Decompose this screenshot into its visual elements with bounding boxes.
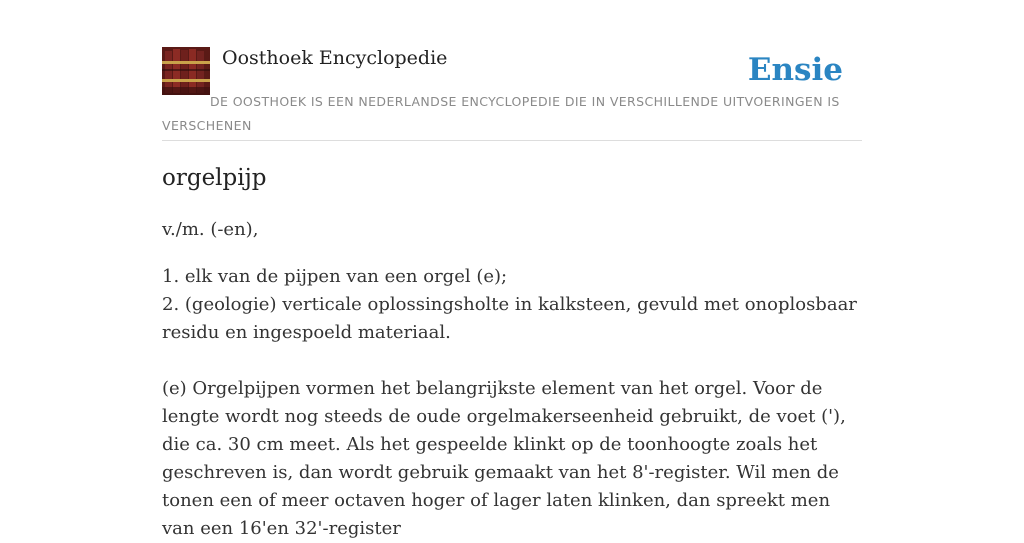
page [162,0,862,539]
definition-list [162,263,862,347]
avatar[interactable] [162,47,210,95]
entry-grammar: v./m. (-en), [162,219,259,240]
site-header [162,0,862,141]
definition-item: 1. elk van de pijpen van een orgel (e); [162,266,508,287]
entry-title: orgelpijp [162,165,267,191]
definition-item: 2. (geologie) verticale oplossingsholte in kalksteen, gevuld met onoplosbaar residu en ingespoeld materiaal. [162,294,857,343]
encyclopedia-books-icon [162,47,210,95]
brand-logo[interactable]: Ensie [747,52,843,88]
site-tagline: DE OOSTHOEK IS EEN NEDERLANDSE ENCYCLOPEDIE DIE IN VERSCHILLENDE UITVOERINGEN IS VERSCHENEN [162,94,840,133]
entry-body: (e) Orgelpijpen vormen het belangrijkste element van het orgel. Voor de lengte wordt nog steeds de oude orgelmakerseenheid gebruikt, de voet ('), die ca. 30 cm meet. Als het gespeelde klinkt op de toonhoogte zoals het geschreven is, dan wordt gebruik gemaakt van het 8'-register. Wil men de tonen een of meer octaven hoger of lager laten klinken, dan spreekt men van een 16'en 32'-register [162,378,846,539]
site-title[interactable]: Oosthoek Encyclopedie [222,47,448,69]
